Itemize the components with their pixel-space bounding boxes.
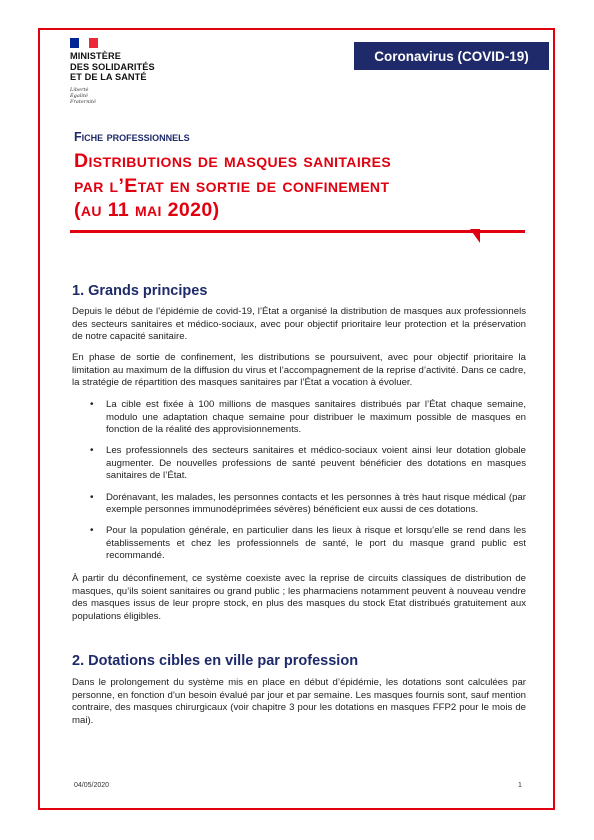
title-line: par l’Etat en sortie de confinement [74, 174, 390, 197]
paragraph: Dans le prolongement du système mis en place en début d’épidémie, les dotations sont calculées par personne, en fonction d’un besoin évalué par jour et par semaine. Les masques fournis sont, sauf mention contraire, des masques chirurgicaux (voir chapitre 3 pour les dotations en masques FFP2 pour le mois de mai). [72, 677, 526, 726]
document-title [74, 149, 391, 223]
motto-line: Égalité [70, 92, 88, 99]
paragraph: Depuis le début de l’épidémie de covid-19, l’État a organisé la distribution de masques aux professionnels des secteurs sanitaires et médico-sociaux, avec pour objectif prioritaire leur protection et la préservation de notre capacité sanitaire. [72, 306, 526, 343]
title-underline [70, 230, 470, 233]
motto-line: Liberté [70, 86, 89, 93]
french-flag-icon [70, 38, 98, 48]
section-heading: 1. Grands principes [72, 283, 208, 299]
list-item: • La cible est fixée à 100 millions de masques sanitaires distribués par l’État chaque semaine, modulo une adaptation chaque semaine pour distribuer le maximum possible de masques en fonction de la réalité des approvisionnements. [72, 399, 526, 437]
list-item: • Dorénavant, les malades, les personnes contacts et les personnes à très haut risque médical (par exemple personnes immunodéprimées sévères) bénéficient eux aussi de ces dotations. [72, 492, 526, 517]
ministry-line: ET DE LA SANTÉ [70, 72, 147, 82]
ministry-logo [70, 38, 155, 105]
list-item: • Pour la population générale, en particulier dans les lieux à risque et lorsqu’elle se rend dans les établissements et chez les professionnels de santé, le port du masque grand public est recommandé. [72, 525, 526, 563]
republic-motto [70, 87, 155, 105]
footer-date: 04/05/2020 [74, 782, 110, 789]
title-line: Distributions de masques sanitaires [74, 150, 392, 172]
ministry-name [70, 51, 155, 83]
title-underline-end [470, 230, 525, 233]
paragraph: En phase de sortie de confinement, les distributions se poursuivent, avec pour objectif prioritaire la limitation au maximum de la diffusion du virus et l’accompagnement de la reprise d’activité. Dans ce cadre, la stratégie de répartition des masques sanitaires par l’État a vocation à évoluer. [72, 352, 526, 389]
section-heading: 2. Dotations cibles en ville par profession [72, 653, 359, 669]
motto-line: Fraternité [70, 98, 96, 105]
page-number: 1 [518, 782, 522, 789]
bullet-list [72, 399, 526, 572]
paragraph: À partir du déconfinement, ce système coexiste avec la reprise de circuits classiques de distribution de masques, qu’ils soient sanitaires ou grand public ; les pharmaciens notamment peuvent à nouveau vendre des masques issus de leur propre stock, en plus des masques du stock Etat distribués gratuitement aux populations éligibles. [72, 573, 526, 622]
title-line: (au 11 mai 2020) [74, 199, 220, 221]
ministry-line: MINISTÈRE [70, 51, 121, 61]
covid-badge: Coronavirus (COVID-19) [354, 42, 549, 70]
list-item: • Les professionnels des secteurs sanitaires et médico-sociaux voient ainsi leur dotation globale augmenter. De nouvelles professions de santé peuvent bénéficier des dotations en masques sanitaires de l’État. [72, 445, 526, 483]
document-kicker: Fiche professionnels [74, 130, 190, 144]
ministry-line: DES SOLIDARITÉS [70, 61, 155, 72]
